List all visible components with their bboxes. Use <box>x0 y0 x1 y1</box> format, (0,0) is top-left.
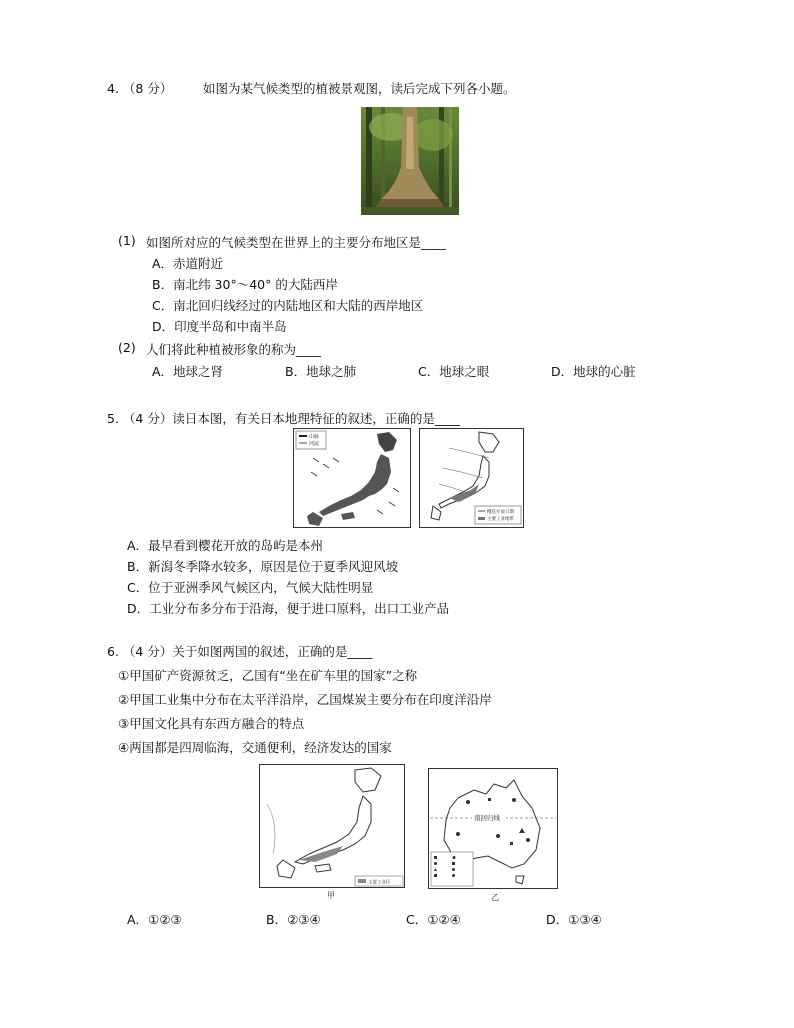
q5-option-b[interactable]: B．新潟冬季降水较多，原因是位于夏季风迎风坡 <box>127 559 399 574</box>
q6-option-b[interactable]: B．②③④ <box>266 912 321 927</box>
q4-sub1-stem: 如图所对应的气候类型在世界上的主要分布地区是____ <box>146 235 447 250</box>
q5-option-c[interactable]: C．位于亚洲季风气候区内，气候大陆性明显 <box>127 580 374 595</box>
map-jia-legend: 主要工业区 <box>368 880 391 886</box>
q6-stem: 6. （4 分）关于如图两国的叙述，正确的是____ <box>107 644 373 659</box>
q4-sub2-option-a[interactable]: A．地球之肾 <box>152 364 224 379</box>
q6-statement-2: ②甲国工业集中分布在太平洋沿岸，乙国煤炭主要分布在印度洋沿岸 <box>118 692 492 707</box>
map-yi-tropic: 南回归线 <box>474 814 500 822</box>
q6-statement-4: ④两国都是四周临海，交通便利，经济发达的国家 <box>118 740 392 755</box>
q5-stem: 5. （4 分）读日本图，有关日本地理特征的叙述，正确的是____ <box>107 411 460 426</box>
q4-sub2-stem: 人们将此种植被形象的称为____ <box>146 342 322 357</box>
q4-stem: 如图为某气候类型的植被景观图，读后完成下列各小题。 <box>203 81 516 96</box>
q4-sub1-num: (1) <box>118 233 136 248</box>
map-jia-japan <box>259 764 405 900</box>
rainforest-photo <box>361 107 459 215</box>
q5-option-d[interactable]: D．工业分布多分布于沿海，便于进口原料，出口工业产品 <box>127 601 450 616</box>
map-legend-river: 河流 <box>309 441 320 447</box>
q4-sub1-option-a[interactable]: A．赤道附近 <box>152 256 224 271</box>
q4-sub2-num: (2) <box>118 340 136 355</box>
q6-option-a[interactable]: A．①②③ <box>127 912 182 927</box>
q6-option-d[interactable]: D．①③④ <box>546 912 602 927</box>
japan-wind-map <box>293 428 411 528</box>
map-jia-label: 甲 <box>327 891 335 900</box>
map-legend-sakura: 樱花开放日期 <box>487 510 514 515</box>
q4-sub1-option-b[interactable]: B．南北纬 30°～40° 的大陆西岸 <box>152 277 338 292</box>
map-legend-industry: 主要工业地带 <box>487 517 514 522</box>
q4-header: 4. （8 分） <box>107 81 173 96</box>
q4-sub2-option-b[interactable]: B．地球之肺 <box>285 364 357 379</box>
japan-sakura-map <box>419 428 524 528</box>
q6-statement-3: ③甲国文化具有东西方融合的特点 <box>118 716 305 731</box>
q4-sub2-option-d[interactable]: D．地球的心脏 <box>551 364 636 379</box>
q4-sub2-option-c[interactable]: C．地球之眼 <box>418 364 490 379</box>
q4-sub1-option-d[interactable]: D．印度半岛和中南半岛 <box>152 319 287 334</box>
q4-sub1-option-c[interactable]: C．南北回归线经过的内陆地区和大陆的西岸地区 <box>152 298 424 313</box>
q6-statement-1: ①甲国矿产资源贫乏，乙国有“坐在矿车里的国家”之称 <box>118 668 418 683</box>
q6-option-c[interactable]: C．①②④ <box>406 912 461 927</box>
map-yi-label: 乙 <box>491 893 499 902</box>
q5-option-a[interactable]: A．最早看到樱花开放的岛屿是本州 <box>127 538 324 553</box>
map-yi-australia <box>428 768 558 902</box>
map-legend-mountain: 山脉 <box>309 434 320 440</box>
